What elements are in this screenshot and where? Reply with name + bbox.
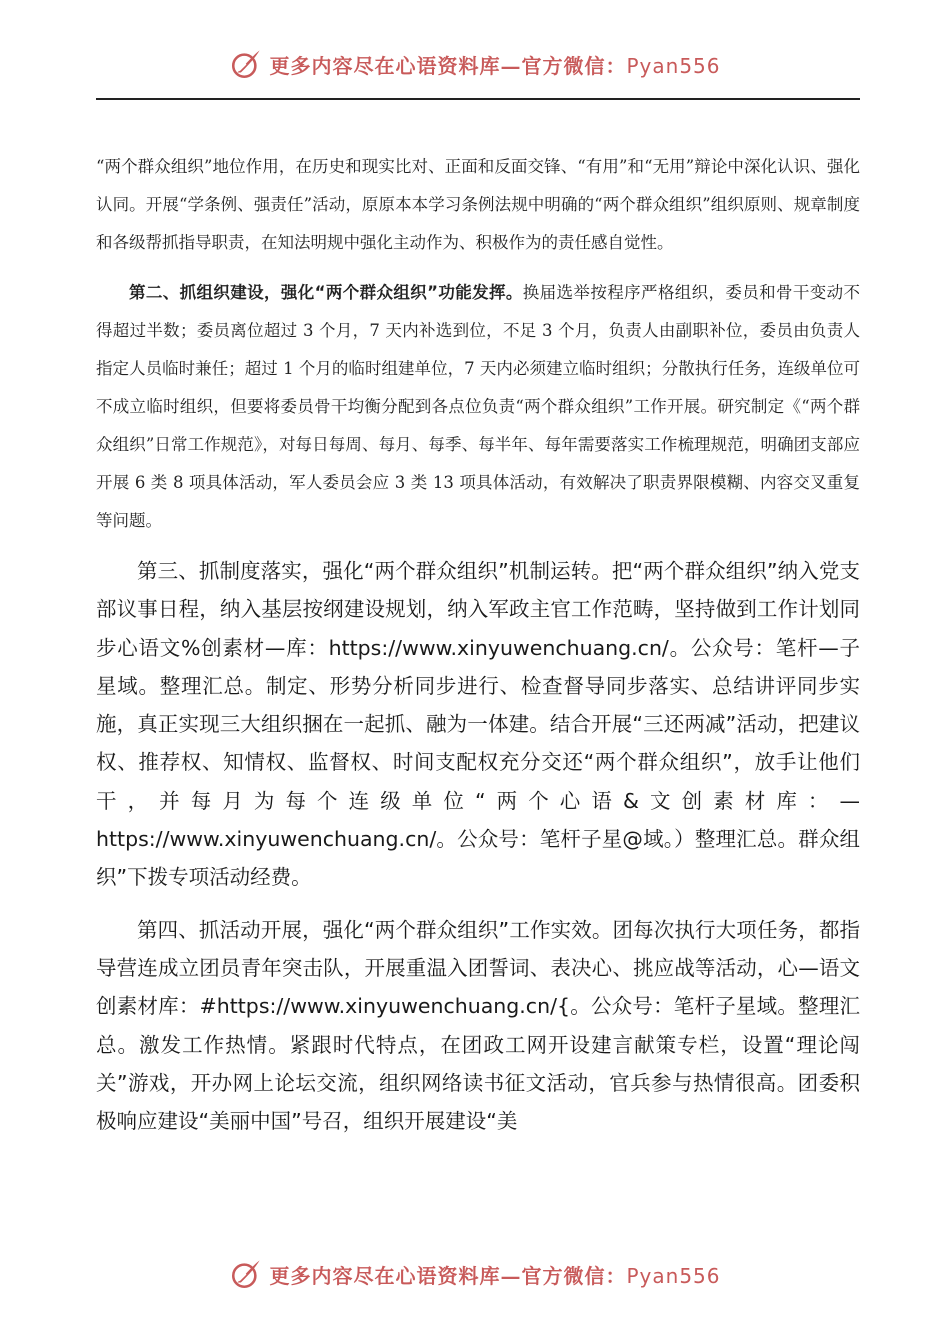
document-body [96,148,860,1140]
footer-banner-text: 更多内容尽在心语资料库—官方微信：Pyan556 [269,1263,721,1288]
header-banner-text: 更多内容尽在心语资料库—官方微信：Pyan556 [269,53,721,78]
paragraph-1: “两个群众组织”地位作用，在历史和现实比对、正面和反面交锋、“有用”和“无用”辩论中深化认识、强化认同。开展“学条例、强责任”活动，原原本本学习条例法规中明确的“两个群众组织”组织原则、规章制度和各级帮抓指导职责，在知法明规中强化主动作为、积极作为的责任感自觉性。 [96,157,860,252]
paragraph-2 [96,274,860,540]
quill-pen-logo-icon [229,1257,263,1291]
paragraph-2-heading: 第二、抓组织建设，强化“两个群众组织”功能发挥。 [129,283,523,302]
paragraph-3: 第三、抓制度落实，强化“两个群众组织”机制运转。把“两个群众组织”纳入党支部议事日程，纳入基层按纲建设规划，纳入军政主官工作范畴，坚持做到工作计划同步心语文%创素材—库：https://www.xinyuwenchuang.cn/。公众号：笔杆—子星域。整理汇总。制定、形势分析同步进行、检查督导同步落实、总结讲评同步实施，真正实现三大组织捆在一起抓、融为一体建。结合开展“三还两减”活动，把建议权、推荐权、知情权、监督权、时间支配权充分交还“两个群众组织”，放手让他们干，并每月为每个连级单位“两个心语&文创素材库：—https://www.xinyuwenchuang.cn/。公众号：笔杆子星@域。）整理汇总。群众组织”下拨专项活动经费。 [96,559,860,890]
paragraph-4: 第四、抓活动开展，强化“两个群众组织”工作实效。团每次执行大项任务，都指导营连成立团员青年突击队，开展重温入团誓词、表决心、挑应战等活动，心—语文创素材库：#https://www.xinyuwenchuang.cn/{。公众号：笔杆子星域。整理汇总。激发工作热情。紧跟时代特点，在团政工网开设建言献策专栏，设置“理论闯关”游戏，开办网上论坛交流，组织网络读书征文活动，官兵参与热情很高。团委积极响应建设“美丽中国”号召，组织开展建设“美 [96,917,860,1134]
header-banner [0,44,950,84]
header-rule [96,98,860,100]
quill-pen-logo-icon [229,47,263,81]
footer-banner [0,1254,950,1294]
paragraph-2-body: 换届选举按程序严格组织，委员和骨干变动不得超过半数；委员离位超过 3 个月，7 天内补选到位，不足 3 个月，负责人由副职补位，委员由负责人指定人员临时兼任；超过 1 个月的临时组建单位，7 天内必须建立临时组织；分散执行任务，连级单位可不成立临时组织，但要将委员骨干均衡分配到各点位负责“两个群众组织”工作开展。研究制定《“两个群众组织”日常工作规范》，对每日每周、每月、每季、每半年、每年需要落实工作梳理规范，明确团支部应开展 6 类 8 项具体活动，军人委员会应 3 类 13 项具体活动，有效解决了职责界限模糊、内容交叉重复等问题。 [96,283,860,530]
